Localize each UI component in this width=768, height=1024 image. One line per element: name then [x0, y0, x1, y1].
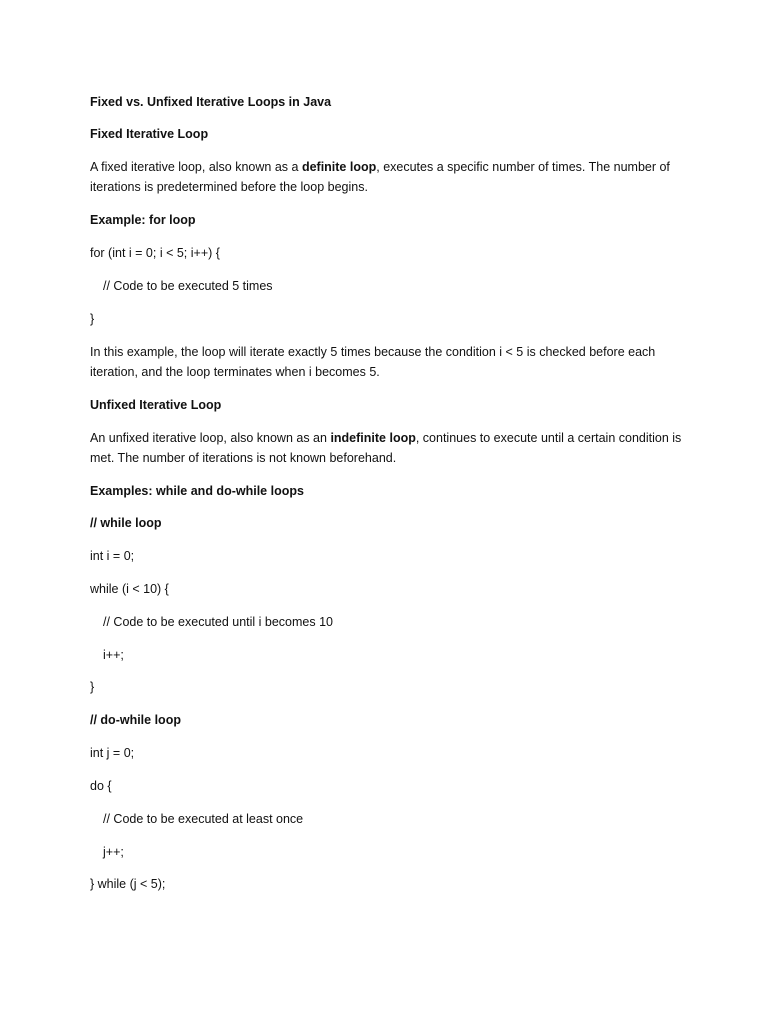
- while-code-line: }: [90, 680, 95, 694]
- for-loop-example-heading: Example: for loop: [90, 213, 196, 227]
- fixed-loop-heading: Fixed Iterative Loop: [90, 127, 209, 141]
- for-code-line: for (int i = 0; i < 5; i++) {: [90, 246, 220, 260]
- unfixed-loop-paragraph: [90, 428, 690, 468]
- document-title: Fixed vs. Unfixed Iterative Loops in Java: [90, 95, 332, 109]
- dowhile-loop-comment: // do-while loop: [90, 713, 181, 727]
- while-loop-comment: // while loop: [90, 516, 162, 530]
- fixed-loop-paragraph: [90, 157, 690, 197]
- while-code-line: i++;: [103, 648, 124, 662]
- dowhile-code-line: do {: [90, 779, 112, 793]
- dowhile-code-line: j++;: [103, 845, 124, 859]
- fixed-loop-paragraph-start: A fixed iterative loop, also known as a: [90, 160, 302, 174]
- while-code-line: int i = 0;: [90, 549, 135, 563]
- unfixed-loop-paragraph-end: , continues to execute until a certain condition is met. The number of iterations is not known beforehand.: [90, 431, 682, 465]
- fixed-loop-paragraph-end: , executes a specific number of times. The number of iterations is predetermined before the loop begins.: [90, 160, 670, 194]
- indefinite-loop-term: indefinite loop: [330, 431, 416, 445]
- unfixed-loop-paragraph-start: An unfixed iterative loop, also known as an: [90, 431, 331, 445]
- while-code-line: while (i < 10) {: [90, 582, 169, 596]
- unfixed-loop-heading: Unfixed Iterative Loop: [90, 398, 222, 412]
- for-code-line: }: [90, 312, 95, 326]
- for-code-line: // Code to be executed 5 times: [103, 279, 273, 293]
- definite-loop-term: definite loop: [301, 160, 377, 174]
- for-loop-explanation: In this example, the loop will iterate exactly 5 times because the condition i < 5 is checked before each iteration, and the loop terminates when i becomes 5.: [90, 345, 656, 379]
- examples-heading: Examples: while and do-while loops: [90, 484, 304, 498]
- dowhile-code-line: int j = 0;: [90, 746, 135, 760]
- dowhile-code-line: // Code to be executed at least once: [103, 812, 304, 826]
- while-code-line: // Code to be executed until i becomes 10: [103, 615, 334, 629]
- dowhile-code-line: } while (j < 5);: [90, 877, 166, 891]
